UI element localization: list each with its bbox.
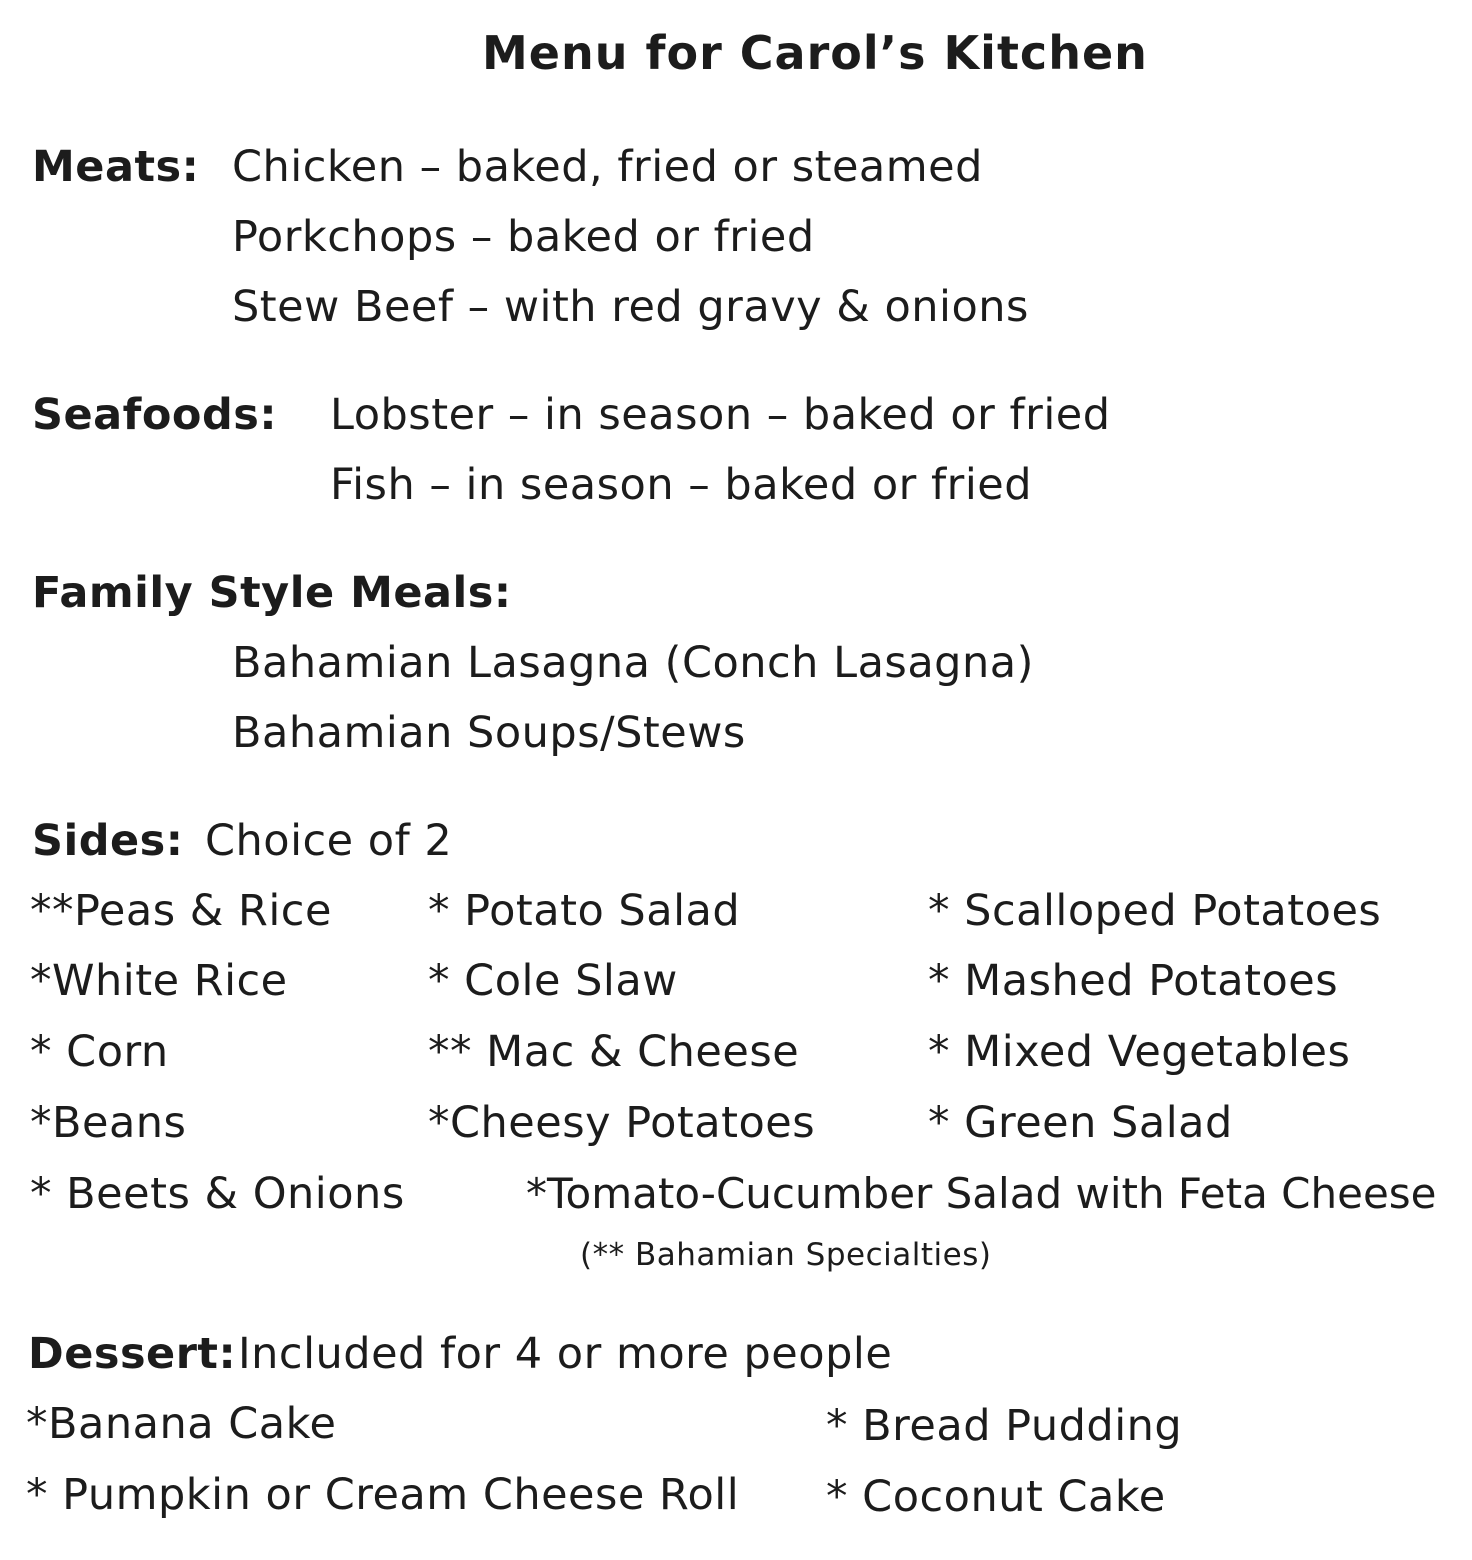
dessert-item: * Bread Pudding [826, 1401, 1183, 1451]
side-item: ** Mac & Cheese [428, 1027, 800, 1077]
meat-item-chicken: Chicken – baked, fried or steamed [232, 142, 983, 192]
side-item: * Cole Slaw [428, 956, 678, 1006]
side-item: * Mashed Potatoes [928, 956, 1339, 1006]
meats-heading: Meats: [32, 142, 200, 192]
side-item: * Mixed Vegetables [928, 1027, 1351, 1077]
meat-item-porkchops: Porkchops – baked or fried [232, 212, 815, 262]
side-item: * Beets & Onions [30, 1169, 405, 1219]
specialties-note: (** Bahamian Specialties) [580, 1237, 992, 1273]
side-item: *White Rice [30, 956, 288, 1006]
dessert-item: * Coconut Cake [826, 1472, 1166, 1522]
side-item: * Corn [30, 1027, 169, 1077]
side-item: * Scalloped Potatoes [928, 886, 1382, 936]
dessert-item: *Banana Cake [26, 1399, 337, 1449]
side-item: **Peas & Rice [30, 886, 332, 936]
page-title: Menu for Carol’s Kitchen [482, 26, 1148, 80]
sides-subtitle: Choice of 2 [205, 816, 453, 866]
seafoods-heading: Seafoods: [32, 390, 278, 440]
side-item: *Beans [30, 1098, 187, 1148]
side-item: *Cheesy Potatoes [428, 1098, 816, 1148]
seafood-item-lobster: Lobster – in season – baked or fried [330, 390, 1111, 440]
side-item: * Green Salad [928, 1098, 1233, 1148]
side-item: * Potato Salad [428, 886, 741, 936]
family-item-lasagna: Bahamian Lasagna (Conch Lasagna) [232, 638, 1034, 688]
seafood-item-fish: Fish – in season – baked or fried [330, 460, 1033, 510]
family-meals-heading: Family Style Meals: [32, 568, 512, 618]
side-item-wide: *Tomato-Cucumber Salad with Feta Cheese [526, 1169, 1437, 1218]
dessert-item: * Pumpkin or Cream Cheese Roll [26, 1470, 740, 1520]
dessert-subtitle: Included for 4 or more people [238, 1329, 893, 1379]
dessert-heading: Dessert: [28, 1329, 237, 1379]
sides-heading: Sides: [32, 816, 184, 866]
family-item-soups: Bahamian Soups/Stews [232, 708, 746, 758]
meat-item-stew-beef: Stew Beef – with red gravy & onions [232, 282, 1029, 332]
